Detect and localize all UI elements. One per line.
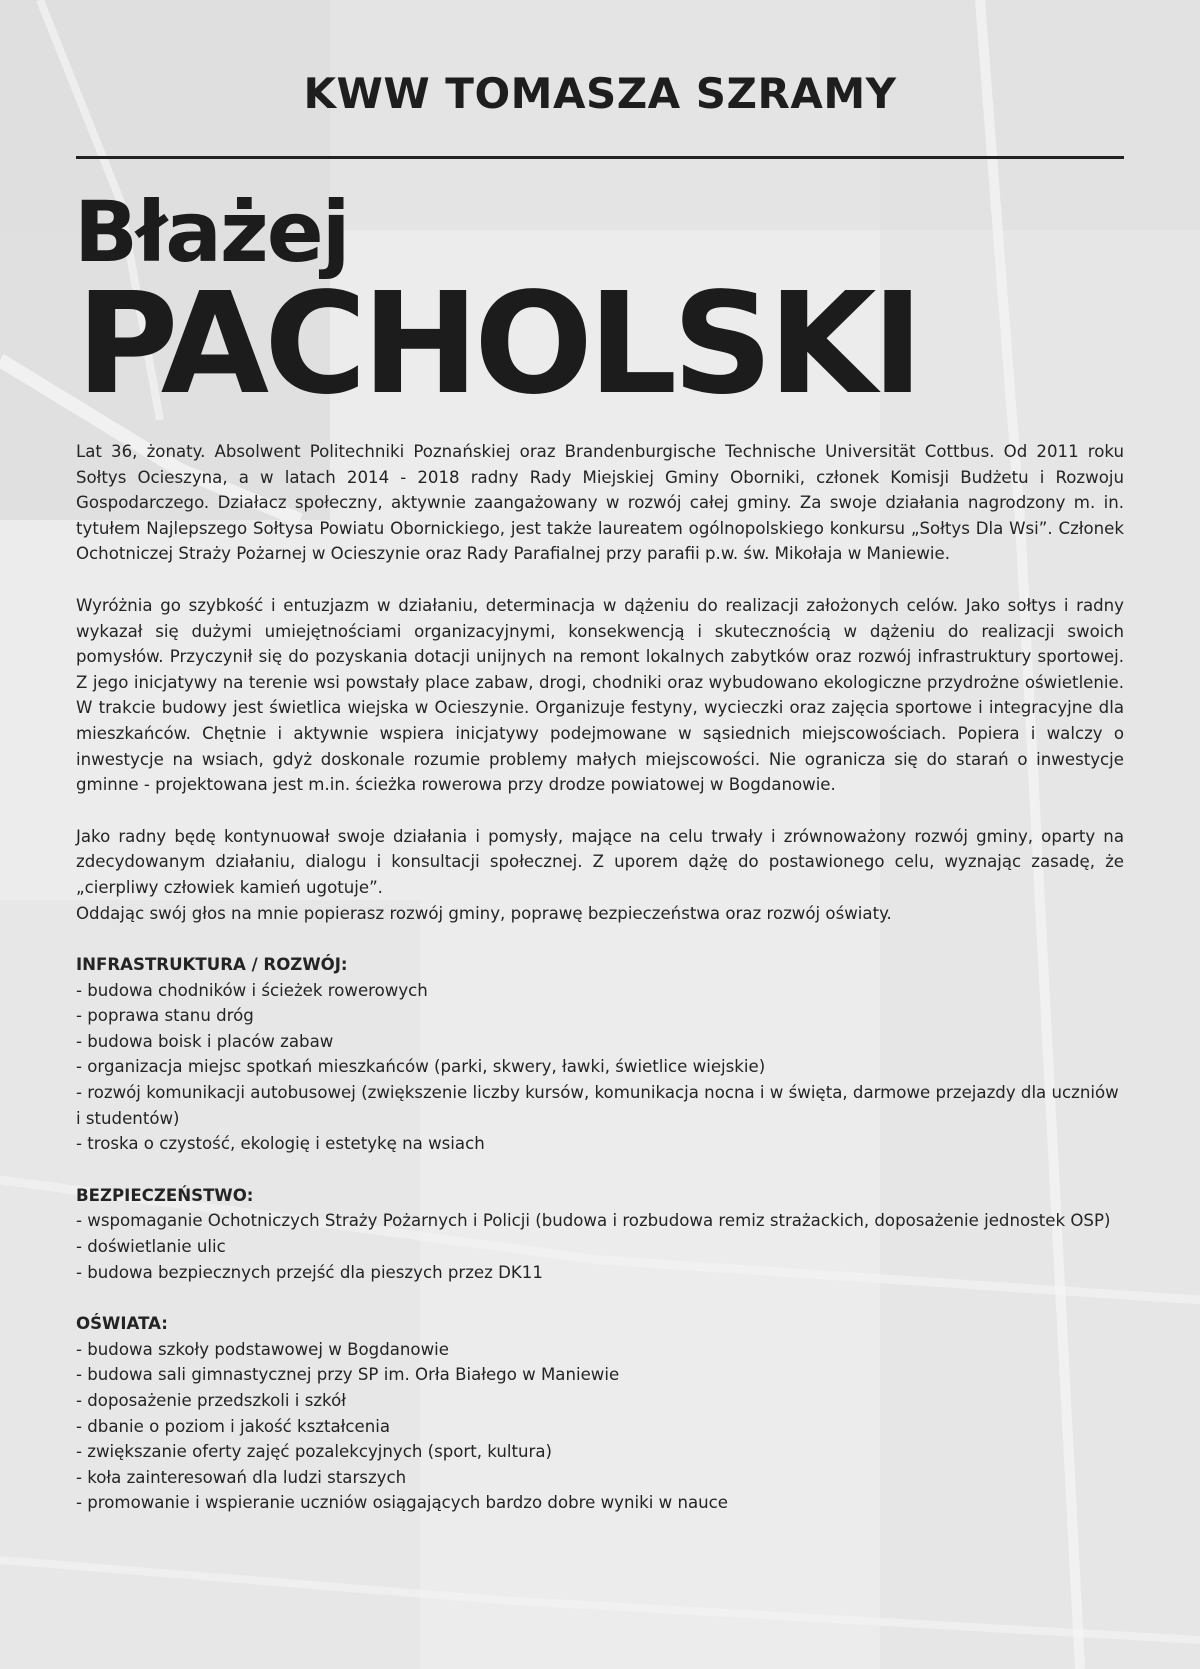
- content-body: [76, 439, 1124, 1516]
- program-section-education: [76, 1311, 1124, 1516]
- list-item: - poprawa stanu dróg: [76, 1006, 254, 1026]
- candidate-last-name: PACHOLSKI: [76, 263, 919, 426]
- section-list: [76, 1208, 1124, 1285]
- section-list: [76, 978, 1124, 1157]
- program-section-safety: [76, 1183, 1124, 1285]
- candidate-first-name: Błażej: [74, 183, 349, 281]
- section-list: [76, 1337, 1124, 1516]
- list-item: - budowa szkoły podstawowej w Bogdanowie: [76, 1339, 449, 1359]
- list-item: - zwiększanie oferty zajęć pozalekcyjnych (sport, kultura): [76, 1442, 553, 1462]
- section-title: OŚWIATA:: [76, 1314, 168, 1334]
- bio-paragraph: Jako radny będę kontynuował swoje działania i pomysły, mające na celu trwały i zrównoważony rozwój gminy, oparty na zdecydowanym działaniu, dialogu i konsultacji społecznej. Z uporem dążę do postawionego celu, wyznając zasadę, że „cierpliwy człowiek kamień ugotuje”.: [76, 826, 1124, 897]
- list-item: - promowanie i wspieranie uczniów osiągających bardzo dobre wyniki w nauce: [76, 1493, 728, 1513]
- list-item: - budowa bezpiecznych przejść dla pieszych przez DK11: [76, 1262, 543, 1282]
- program-section-infrastructure: [76, 952, 1124, 1157]
- section-title: BEZPIECZEŃSTWO:: [76, 1185, 254, 1205]
- list-item: - doświetlanie ulic: [76, 1237, 226, 1257]
- list-item: - organizacja miejsc spotkań mieszkańców (parki, skwery, ławki, świetlice wiejskie): [76, 1057, 766, 1077]
- list-item: - troska o czystość, ekologię i estetykę na wsiach: [76, 1134, 485, 1154]
- list-item: - wspomaganie Ochotniczych Straży Pożarnych i Policji (budowa i rozbudowa remiz strażackich, doposażenie jednostek OSP): [76, 1211, 1111, 1231]
- list-item: - doposażenie przedszkoli i szkół: [76, 1391, 346, 1410]
- list-item: - dbanie o poziom i jakość kształcenia: [76, 1416, 390, 1436]
- list-item: - budowa chodników i ścieżek rowerowych: [76, 980, 428, 1000]
- section-title: INFRASTRUKTURA / ROZWÓJ:: [76, 955, 348, 975]
- bio-paragraph: Oddając swój głos na mnie popierasz rozwój gminy, poprawę bezpieczeństwa oraz rozwój oświaty.: [76, 903, 892, 923]
- bio-paragraph: Wyróżnia go szybkość i entuzjazm w działaniu, determinacja w dążeniu do realizacji założonych celów. Jako sołtys i radny wykazał się dużymi umiejętnościami organizacyjnymi, konsekwencją i skutecznością w dążeniu do realizacji swoich pomysłów. Przyczynił się do pozyskania dotacji unijnych na remont lokalnych zabytków oraz rozwój infrastruktury sportowej. Z jego inicjatywy na terenie wsi powstały place zabaw, drogi, chodniki oraz wybudowano ekologiczne przydrożne oświetlenie. W trakcie budowy jest świetlica wiejska w Ocieszynie. Organizuje festyny, wycieczki oraz zajęcia sportowe i integracyjne dla mieszkańców. Chętnie i aktywnie wspiera inicjatywy podejmowane w sąsiednich miejscowościach. Popiera i walczy o inwestycje na wsiach, gdyż doskonale rozumie problemy małych miejscowości. Nie ogranicza się do starań o inwestycje gminne - projektowana jest m.in. ścieżka rowerowa przy drodze powiatowej w Bogdanowie.: [76, 595, 1124, 795]
- list-item: - rozwój komunikacji autobusowej (zwiększenie liczby kursów, komunikacja nocna i w święta, darmowe przejazdy dla uczniów i studentów): [76, 1083, 1119, 1128]
- list-item: - budowa boisk i placów zabaw: [76, 1031, 334, 1051]
- list-item: - budowa sali gimnastycznej przy SP im. Orła Białego w Maniewie: [76, 1365, 620, 1385]
- header-divider: [76, 156, 1124, 159]
- committee-header: KWW TOMASZA SZRAMY: [303, 69, 897, 118]
- list-item: - koła zainteresowań dla ludzi starszych: [76, 1467, 407, 1487]
- bio-paragraph: Lat 36, żonaty. Absolwent Politechniki Poznańskiej oraz Brandenburgische Technische Universität Cottbus. Od 2011 roku Sołtys Ocieszyna, a w latach 2014 - 2018 radny Rady Miejskiej Gminy Oborniki, członek Komisji Budżetu i Rozwoju Gospodarczego. Działacz społeczny, aktywnie zaangażowany w rozwój całej gminy. Za swoje działania nagrodzony m. in. tytułem Najlepszego Sołtysa Powiatu Obornickiego, jest także laureatem ogólnopolskiego konkursu „Sołtys Dla Wsi”. Członek Ochotniczej Straży Pożarnej w Ocieszynie oraz Rady Parafialnej przy parafii p.w. św. Mikołaja w Maniewie.: [76, 442, 1124, 564]
